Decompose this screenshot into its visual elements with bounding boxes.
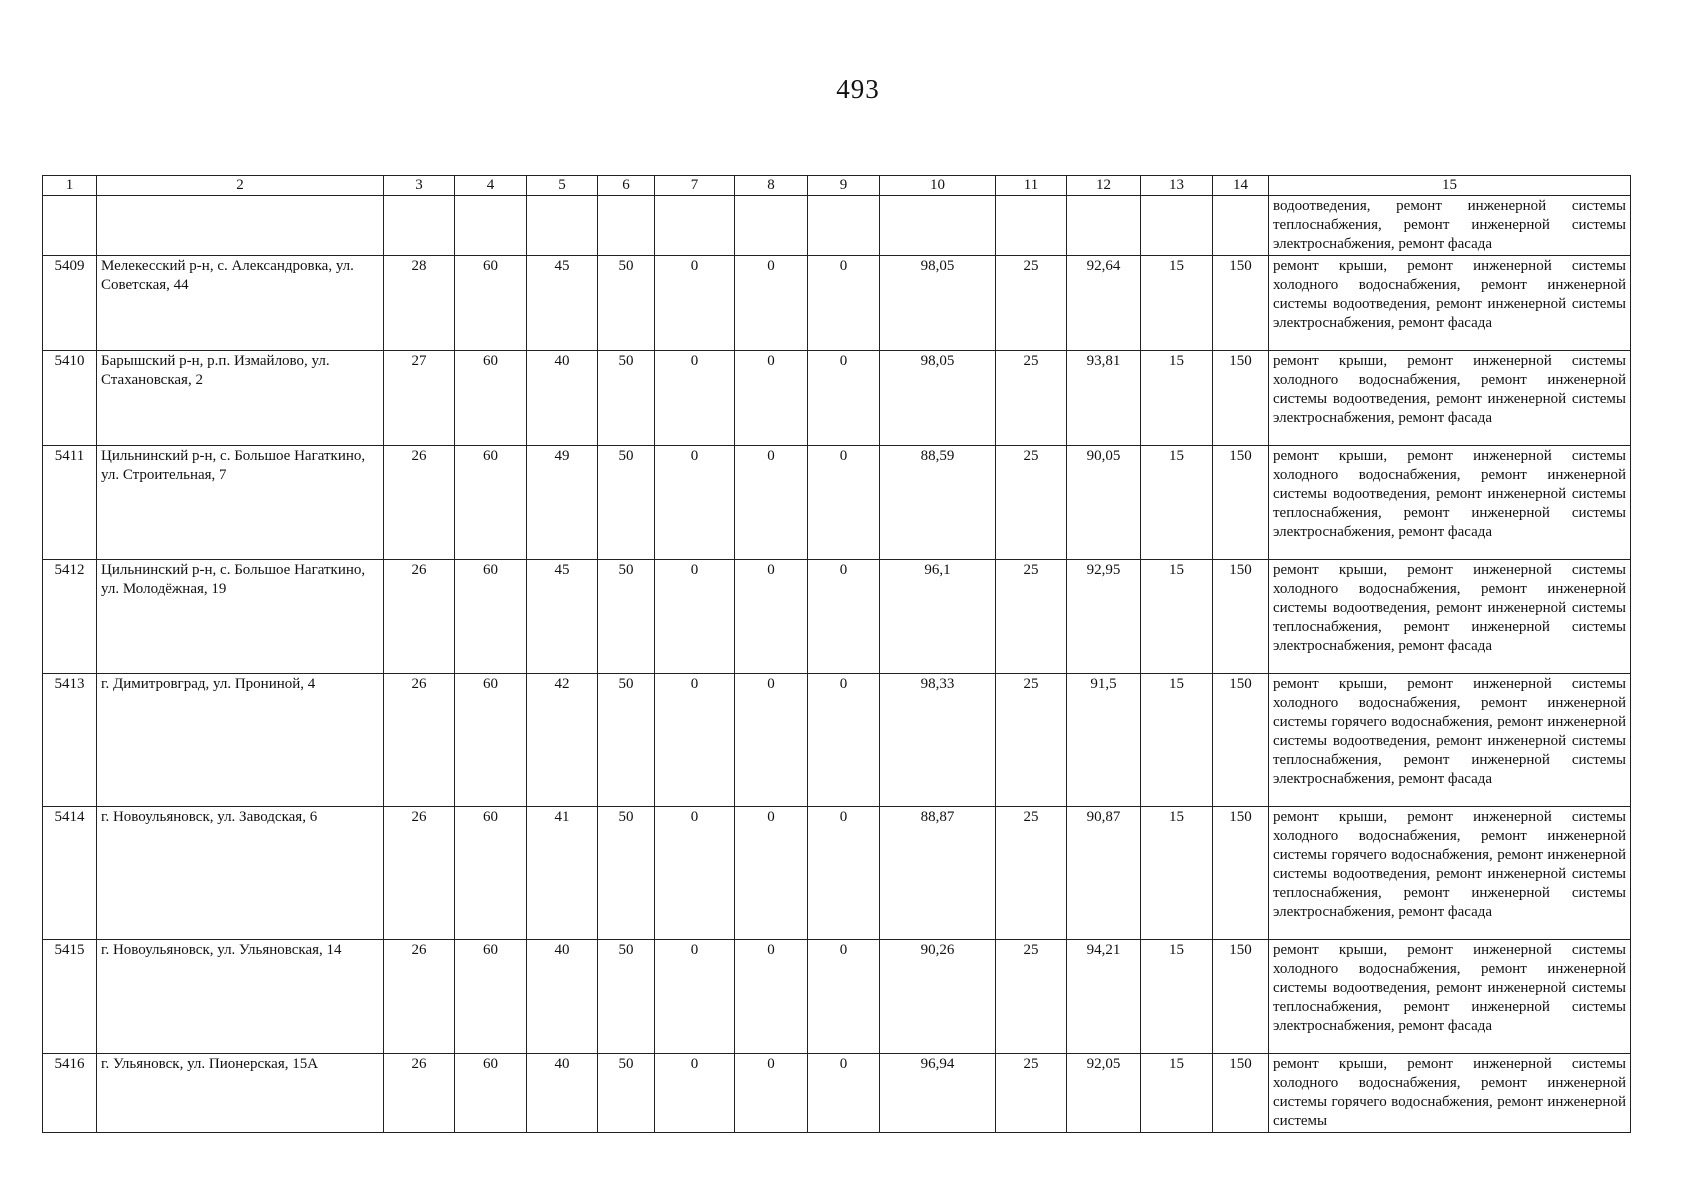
header-cell-9: 9 <box>808 176 880 196</box>
works-cell: ремонт крыши, ремонт инженерной системы холодного водоснабжения, ремонт инженерной системы водоотведения, ремонт инженерной системы теплоснабжения, ремонт инженерной системы электроснабжения, ремонт фасада <box>1269 560 1631 674</box>
table-row <box>43 446 1631 560</box>
empty-cell <box>97 196 384 256</box>
header-cell-4: 4 <box>455 176 527 196</box>
value-cell-7: 0 <box>655 446 735 560</box>
value-cell-12: 90,87 <box>1067 807 1141 940</box>
value-cell-9: 0 <box>808 1054 880 1133</box>
value-cell-6: 50 <box>598 1054 655 1133</box>
value-cell-5: 41 <box>527 807 598 940</box>
value-cell-6: 50 <box>598 674 655 807</box>
value-cell-12: 92,95 <box>1067 560 1141 674</box>
address-cell: Цильнинский р-н, с. Большое Нагаткино, ул. Строительная, 7 <box>97 446 384 560</box>
row-number-cell: 5410 <box>43 351 97 446</box>
header-cell-6: 6 <box>598 176 655 196</box>
value-cell-4: 60 <box>455 446 527 560</box>
value-cell-9: 0 <box>808 446 880 560</box>
row-number-cell: 5409 <box>43 256 97 351</box>
value-cell-7: 0 <box>655 940 735 1054</box>
value-cell-5: 40 <box>527 1054 598 1133</box>
value-cell-5: 45 <box>527 560 598 674</box>
value-cell-5: 45 <box>527 256 598 351</box>
value-cell-3: 26 <box>384 1054 455 1133</box>
row-number-cell: 5416 <box>43 1054 97 1133</box>
value-cell-9: 0 <box>808 807 880 940</box>
value-cell-4: 60 <box>455 351 527 446</box>
empty-cell <box>1141 196 1213 256</box>
value-cell-7: 0 <box>655 807 735 940</box>
value-cell-10: 98,33 <box>880 674 996 807</box>
header-cell-15: 15 <box>1269 176 1631 196</box>
value-cell-4: 60 <box>455 674 527 807</box>
page-number: 493 <box>836 74 880 104</box>
value-cell-6: 50 <box>598 560 655 674</box>
value-cell-14: 150 <box>1213 1054 1269 1133</box>
table-row <box>43 940 1631 1054</box>
value-cell-14: 150 <box>1213 674 1269 807</box>
header-cell-5: 5 <box>527 176 598 196</box>
value-cell-6: 50 <box>598 351 655 446</box>
header-cell-10: 10 <box>880 176 996 196</box>
empty-cell <box>598 196 655 256</box>
empty-cell <box>384 196 455 256</box>
address-cell: Мелекесский р-н, с. Александровка, ул. Советская, 44 <box>97 256 384 351</box>
value-cell-5: 49 <box>527 446 598 560</box>
address-cell: г. Новоульяновск, ул. Заводская, 6 <box>97 807 384 940</box>
works-cell: ремонт крыши, ремонт инженерной системы холодного водоснабжения, ремонт инженерной системы водоотведения, ремонт инженерной системы теплоснабжения, ремонт инженерной системы электроснабжения, ремонт фасада <box>1269 446 1631 560</box>
row-number-cell: 5414 <box>43 807 97 940</box>
value-cell-10: 88,59 <box>880 446 996 560</box>
value-cell-6: 50 <box>598 807 655 940</box>
value-cell-5: 40 <box>527 351 598 446</box>
value-cell-3: 26 <box>384 446 455 560</box>
value-cell-9: 0 <box>808 351 880 446</box>
value-cell-9: 0 <box>808 940 880 1054</box>
header-cell-8: 8 <box>735 176 808 196</box>
works-cell: ремонт крыши, ремонт инженерной системы холодного водоснабжения, ремонт инженерной системы водоотведения, ремонт инженерной системы электроснабжения, ремонт фасада <box>1269 256 1631 351</box>
value-cell-3: 27 <box>384 351 455 446</box>
header-cell-7: 7 <box>655 176 735 196</box>
works-cell: ремонт крыши, ремонт инженерной системы холодного водоснабжения, ремонт инженерной системы горячего водоснабжения, ремонт инженерной системы водоотведения, ремонт инженерной системы теплоснабжения, ремонт инженерной системы электроснабжения, ремонт фасада <box>1269 674 1631 807</box>
value-cell-9: 0 <box>808 256 880 351</box>
address-cell: г. Ульяновск, ул. Пионерская, 15А <box>97 1054 384 1133</box>
value-cell-7: 0 <box>655 256 735 351</box>
header-cell-1: 1 <box>43 176 97 196</box>
header-cell-2: 2 <box>97 176 384 196</box>
value-cell-13: 15 <box>1141 446 1213 560</box>
value-cell-13: 15 <box>1141 351 1213 446</box>
value-cell-13: 15 <box>1141 940 1213 1054</box>
empty-cell <box>527 196 598 256</box>
value-cell-10: 98,05 <box>880 256 996 351</box>
value-cell-12: 91,5 <box>1067 674 1141 807</box>
value-cell-4: 60 <box>455 256 527 351</box>
value-cell-6: 50 <box>598 256 655 351</box>
empty-cell <box>1213 196 1269 256</box>
value-cell-13: 15 <box>1141 807 1213 940</box>
value-cell-10: 98,05 <box>880 351 996 446</box>
header-cell-13: 13 <box>1141 176 1213 196</box>
value-cell-8: 0 <box>735 940 808 1054</box>
address-cell: г. Димитровград, ул. Прониной, 4 <box>97 674 384 807</box>
row-number-cell: 5412 <box>43 560 97 674</box>
value-cell-12: 92,64 <box>1067 256 1141 351</box>
value-cell-12: 94,21 <box>1067 940 1141 1054</box>
address-cell: Цильнинский р-н, с. Большое Нагаткино, ул. Молодёжная, 19 <box>97 560 384 674</box>
empty-cell <box>996 196 1067 256</box>
value-cell-3: 26 <box>384 560 455 674</box>
value-cell-11: 25 <box>996 674 1067 807</box>
repair-register-table <box>42 175 1631 1133</box>
value-cell-11: 25 <box>996 351 1067 446</box>
row-number-cell: 5413 <box>43 674 97 807</box>
value-cell-14: 150 <box>1213 560 1269 674</box>
value-cell-8: 0 <box>735 807 808 940</box>
value-cell-12: 93,81 <box>1067 351 1141 446</box>
value-cell-12: 90,05 <box>1067 446 1141 560</box>
value-cell-10: 96,1 <box>880 560 996 674</box>
value-cell-4: 60 <box>455 940 527 1054</box>
table-row <box>43 807 1631 940</box>
value-cell-6: 50 <box>598 446 655 560</box>
empty-cell <box>735 196 808 256</box>
empty-cell <box>1067 196 1141 256</box>
value-cell-8: 0 <box>735 560 808 674</box>
value-cell-5: 42 <box>527 674 598 807</box>
value-cell-7: 0 <box>655 674 735 807</box>
value-cell-9: 0 <box>808 674 880 807</box>
value-cell-13: 15 <box>1141 1054 1213 1133</box>
value-cell-8: 0 <box>735 1054 808 1133</box>
value-cell-11: 25 <box>996 560 1067 674</box>
table-row <box>43 256 1631 351</box>
value-cell-13: 15 <box>1141 674 1213 807</box>
value-cell-3: 28 <box>384 256 455 351</box>
value-cell-8: 0 <box>735 256 808 351</box>
value-cell-14: 150 <box>1213 807 1269 940</box>
table-row <box>43 351 1631 446</box>
value-cell-13: 15 <box>1141 560 1213 674</box>
table-row <box>43 674 1631 807</box>
value-cell-14: 150 <box>1213 940 1269 1054</box>
value-cell-4: 60 <box>455 560 527 674</box>
value-cell-10: 96,94 <box>880 1054 996 1133</box>
value-cell-14: 150 <box>1213 446 1269 560</box>
table-row <box>43 1054 1631 1133</box>
header-cell-12: 12 <box>1067 176 1141 196</box>
empty-cell <box>880 196 996 256</box>
empty-cell <box>455 196 527 256</box>
value-cell-14: 150 <box>1213 351 1269 446</box>
header-cell-3: 3 <box>384 176 455 196</box>
value-cell-11: 25 <box>996 256 1067 351</box>
value-cell-13: 15 <box>1141 256 1213 351</box>
value-cell-8: 0 <box>735 446 808 560</box>
empty-cell <box>655 196 735 256</box>
empty-cell <box>808 196 880 256</box>
value-cell-5: 40 <box>527 940 598 1054</box>
row-number-cell: 5415 <box>43 940 97 1054</box>
value-cell-4: 60 <box>455 1054 527 1133</box>
value-cell-7: 0 <box>655 1054 735 1133</box>
empty-cell <box>43 196 97 256</box>
value-cell-7: 0 <box>655 560 735 674</box>
value-cell-12: 92,05 <box>1067 1054 1141 1133</box>
works-cell: ремонт крыши, ремонт инженерной системы холодного водоснабжения, ремонт инженерной системы горячего водоснабжения, ремонт инженерной системы водоотведения, ремонт инженерной системы теплоснабжения, ремонт инженерной системы электроснабжения, ремонт фасада <box>1269 807 1631 940</box>
value-cell-10: 88,87 <box>880 807 996 940</box>
address-cell: Барышский р-н, р.п. Измайлово, ул. Стахановская, 2 <box>97 351 384 446</box>
value-cell-4: 60 <box>455 807 527 940</box>
continuation-row <box>43 196 1631 256</box>
value-cell-11: 25 <box>996 807 1067 940</box>
value-cell-11: 25 <box>996 1054 1067 1133</box>
value-cell-9: 0 <box>808 560 880 674</box>
header-row <box>43 176 1631 196</box>
table-row <box>43 560 1631 674</box>
value-cell-8: 0 <box>735 351 808 446</box>
value-cell-11: 25 <box>996 446 1067 560</box>
value-cell-7: 0 <box>655 351 735 446</box>
value-cell-10: 90,26 <box>880 940 996 1054</box>
header-cell-14: 14 <box>1213 176 1269 196</box>
value-cell-6: 50 <box>598 940 655 1054</box>
value-cell-11: 25 <box>996 940 1067 1054</box>
value-cell-3: 26 <box>384 674 455 807</box>
value-cell-3: 26 <box>384 807 455 940</box>
value-cell-3: 26 <box>384 940 455 1054</box>
header-cell-11: 11 <box>996 176 1067 196</box>
value-cell-14: 150 <box>1213 256 1269 351</box>
value-cell-8: 0 <box>735 674 808 807</box>
works-cell: ремонт крыши, ремонт инженерной системы холодного водоснабжения, ремонт инженерной системы горячего водоснабжения, ремонт инженерной системы <box>1269 1054 1631 1133</box>
row-number-cell: 5411 <box>43 446 97 560</box>
works-cell: ремонт крыши, ремонт инженерной системы холодного водоснабжения, ремонт инженерной системы водоотведения, ремонт инженерной системы электроснабжения, ремонт фасада <box>1269 351 1631 446</box>
address-cell: г. Новоульяновск, ул. Ульяновская, 14 <box>97 940 384 1054</box>
works-cell: водоотведения, ремонт инженерной системы теплоснабжения, ремонт инженерной системы электроснабжения, ремонт фасада <box>1269 196 1631 256</box>
works-cell: ремонт крыши, ремонт инженерной системы холодного водоснабжения, ремонт инженерной системы водоотведения, ремонт инженерной системы теплоснабжения, ремонт инженерной системы электроснабжения, ремонт фасада <box>1269 940 1631 1054</box>
